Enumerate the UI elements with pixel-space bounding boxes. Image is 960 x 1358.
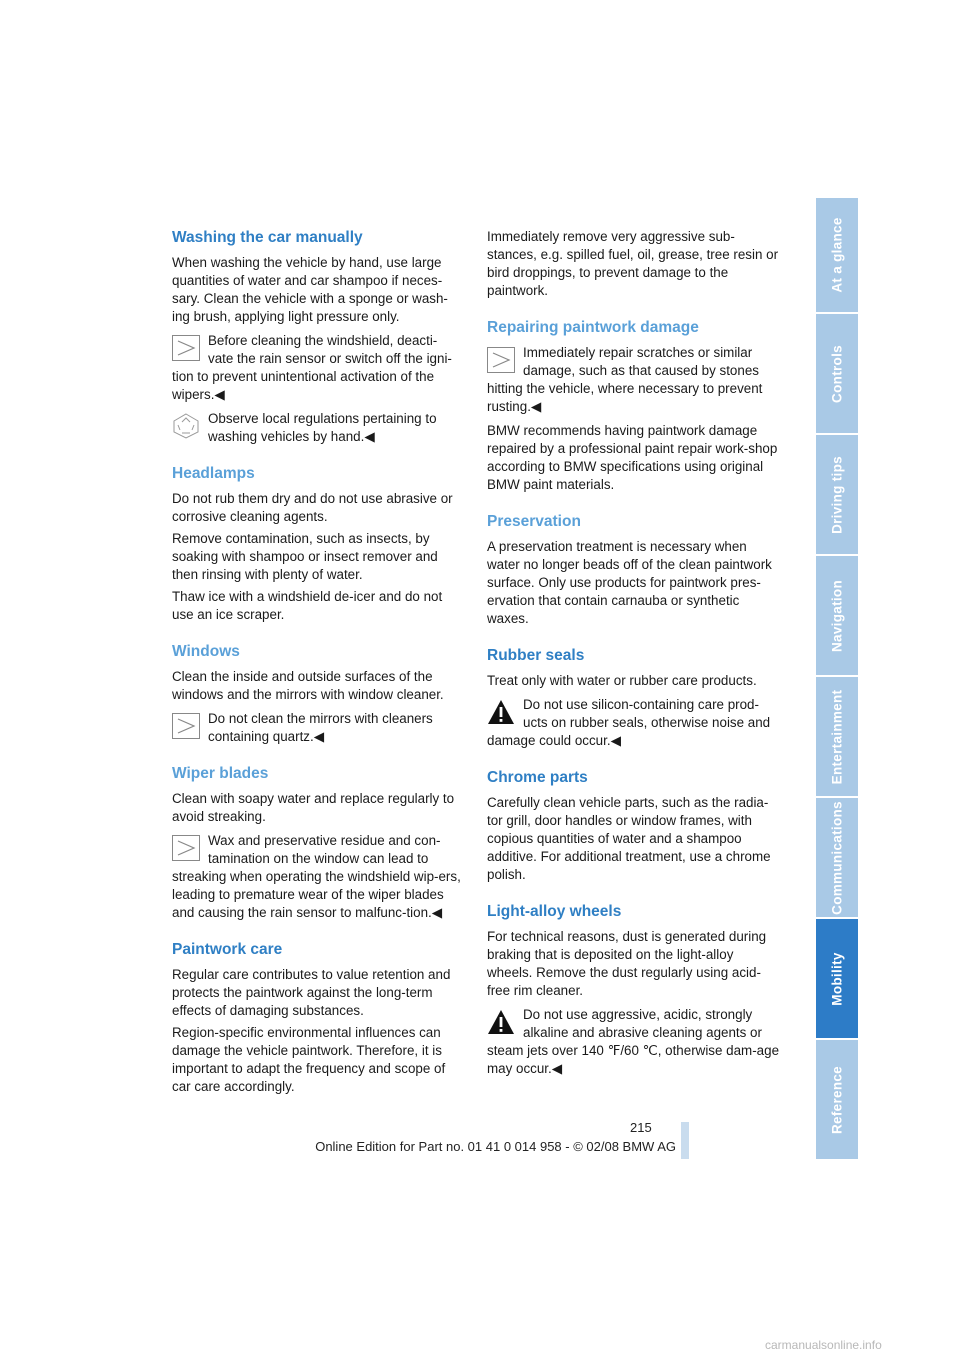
left-column	[172, 228, 464, 1100]
paragraph: Thaw ice with a windshield de-icer and do not use an ice scraper.	[172, 589, 443, 622]
tab-mobility[interactable]: Mobility	[816, 919, 858, 1038]
heading-washing: Washing the car manually	[172, 229, 363, 246]
paragraph: Region-specific environmental influences can damage the vehicle paintwork. Therefore, it is important to adapt the frequency and scope of car care accordingly.	[172, 1025, 446, 1094]
heading-rubber-seals: Rubber seals	[487, 647, 585, 664]
paragraph: Carefully clean vehicle parts, such as the radia-tor grill, door handles or window frames, with copious quantities of water and a shampoo additive. For additional treatment, use a chrome polish.	[487, 795, 771, 882]
tab-controls[interactable]: Controls	[816, 314, 858, 433]
warning-icon	[487, 1009, 515, 1035]
paragraph: Clean the inside and outside surfaces of the windows and the mirrors with window cleaner.	[172, 669, 444, 702]
footer-edition: Online Edition for Part no. 01 41 0 014 958 - © 02/08 BMW AG	[315, 1139, 676, 1154]
note-rubber: Do not use silicon-containing care prod- ucts on rubber seals, otherwise noise and damage could occur.◀	[487, 697, 771, 748]
note-arrow-icon	[172, 835, 200, 861]
page-marker	[681, 1122, 689, 1159]
note-alloy: Do not use aggressive, acidic, strongly alkaline and abrasive cleaning agents or steam jets over 140 ℉/60 ℃, otherwise dam-age may occur.◀	[487, 1007, 780, 1076]
note-arrow-icon	[172, 713, 200, 739]
page-number: 215	[630, 1120, 652, 1135]
paragraph: Do not rub them dry and do not use abrasive or corrosive cleaning agents.	[172, 491, 453, 524]
note-windows: Do not clean the mirrors with cleaners containing quartz.◀	[172, 710, 464, 746]
note-wiper: Wax and preservative residue and con- tamination on the window can lead to streaking when operating the windshield wip-ers, leading to premature wear of the wiper blades and causing the rain sensor to malfunc-tion.◀	[172, 833, 461, 920]
heading-preservation: Preservation	[487, 513, 581, 530]
tab-navigation[interactable]: Navigation	[816, 556, 858, 675]
paragraph: Regular care contributes to value retention and protects the paintwork against the long-term effects of damaging substances.	[172, 967, 451, 1018]
note-arrow-icon	[172, 335, 200, 361]
paragraph: Immediately remove very aggressive sub-stances, e.g. spilled fuel, oil, grease, tree resin or bird droppings, to prevent damage to the paintwork.	[487, 229, 779, 298]
tab-driving-tips[interactable]: Driving tips	[816, 435, 858, 554]
right-column	[487, 228, 779, 1082]
note-environment: Observe local regulations pertaining to washing vehicles by hand.◀	[172, 410, 464, 446]
tab-at-a-glance[interactable]: At a glance	[816, 198, 858, 312]
paragraph: Remove contamination, such as insects, by soaking with shampoo or insect remover and then rinsing with plenty of water.	[172, 531, 438, 582]
tab-entertainment[interactable]: Entertainment	[816, 677, 858, 796]
heading-chrome: Chrome parts	[487, 769, 588, 786]
chapter-tabs	[816, 198, 858, 1161]
heading-repair: Repairing paintwork damage	[487, 319, 699, 336]
paragraph: A preservation treatment is necessary when water no longer beads off of the clean paintwork surface. Only use products for paintwork pres-ervation that contain carnauba or synthetic waxes.	[487, 539, 772, 626]
watermark: carmanualsonline.info	[765, 1338, 882, 1352]
heading-windows: Windows	[172, 643, 240, 660]
paragraph: Treat only with water or rubber care products.	[487, 673, 757, 688]
warning-icon	[487, 699, 515, 725]
recycle-icon	[172, 413, 200, 439]
note-washing-windshield: Before cleaning the windshield, deacti- vate the rain sensor or switch off the igni- tion to prevent unintentional activation of the wipers.◀	[172, 333, 452, 402]
heading-alloy-wheels: Light-alloy wheels	[487, 903, 622, 920]
paragraph: Clean with soapy water and replace regularly to avoid streaking.	[172, 791, 455, 824]
tab-reference[interactable]: Reference	[816, 1040, 858, 1159]
note-arrow-icon	[487, 347, 515, 373]
note-repair: Immediately repair scratches or similar damage, such as that caused by stones hitting the vehicle, where necessary to prevent rusting.◀	[487, 345, 763, 414]
tab-communications[interactable]: Communications	[816, 798, 858, 917]
paragraph: BMW recommends having paintwork damage repaired by a professional paint repair work-shop according to BMW specifications using original BMW paint materials.	[487, 423, 778, 492]
heading-headlamps: Headlamps	[172, 465, 255, 482]
heading-paintwork: Paintwork care	[172, 941, 283, 958]
heading-wiper-blades: Wiper blades	[172, 765, 269, 782]
paragraph: For technical reasons, dust is generated during braking that is deposited on the light-alloy wheels. Remove the dust regularly using acid-free rim cleaner.	[487, 929, 767, 998]
paragraph: When washing the vehicle by hand, use large quantities of water and car shampoo if neces-sary. Clean the vehicle with a sponge or wash-ing brush, applying light pressure only.	[172, 255, 448, 324]
